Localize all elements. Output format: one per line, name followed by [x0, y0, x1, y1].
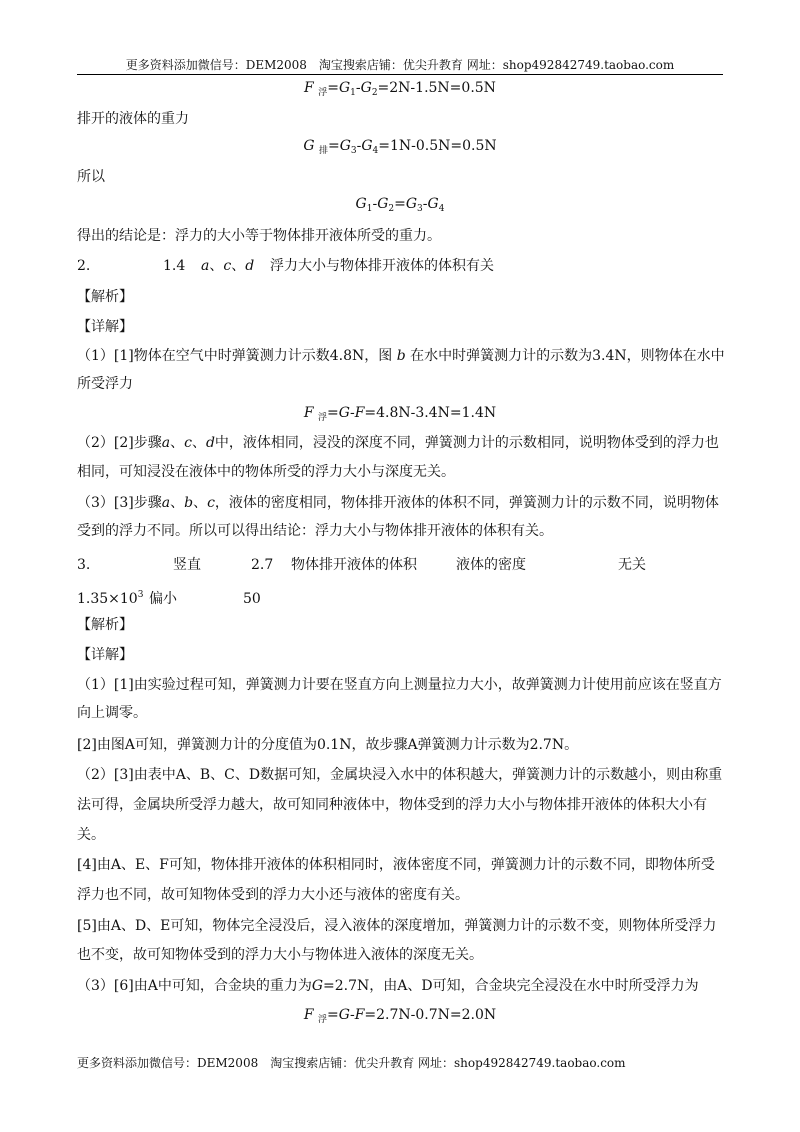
conclusion: 得出的结论是：浮力的大小等于物体排开液体所受的重力。 [77, 228, 441, 244]
paragraph: 关。 [77, 827, 105, 843]
paragraph: 相同，可知浸没在液体中的物体所受的浮力大小与深度无关。 [77, 464, 455, 480]
paragraph: （1）[1]由实验过程可知，弹簧测力计要在竖直方向上测量拉力大小，故弹簧测力计使用前应该在竖直方 [77, 677, 722, 693]
paragraph: 法可得，金属块所受浮力越大，故可知同种液体中，物体受到的浮力大小与物体排开液体的体积大小有 [77, 797, 707, 813]
equation-buoyancy: F $_浮=G_1-G_2=2N-1.5N=0.5N$ [304, 80, 496, 98]
answer: 物体排开液体的体积 [291, 557, 417, 573]
answer: 液体的密度 [456, 557, 526, 573]
paragraph: [4]由A、E、F可知，物体排开液体的体积相同时，液体密度不同，弹簧测力计的示数不同，即物体所受 [77, 857, 715, 873]
equation-value: =4.8N-3.4N=1.4N [364, 405, 497, 421]
paragraph: （2）[3]由表中A、B、C、D数据可知，金属块浸入水中的体积越大，弹簧测力计的示数越小，则由称重 [77, 767, 723, 783]
paragraph: （3）[3]步骤a、b、c，液体的密度相同，物体排开液体的体积不同，弹簧测力计的示数不同，说明物体 [77, 495, 719, 511]
section-label-detail: 【详解】 [77, 647, 133, 663]
answer-line-q3 [77, 556, 646, 574]
answer: 无关 [618, 557, 646, 573]
paragraph: （1）[1]物体在空气中时弹簧测力计示数4.8N，图 b 在水中时弹簧测力计的示数为3.4N，则物体在水中 [77, 348, 725, 364]
paragraph: 浮力也不同，故可知物体受到的浮力大小还与液体的密度有关。 [77, 887, 469, 903]
equation-displaced-weight: G $_排=G_3-G_4=1N-0.5N=0.5N$ [303, 138, 497, 156]
paragraph: 受到的浮力不同。所以可以得出结论：浮力大小与物体排开液体的体积有关。 [77, 523, 553, 539]
paragraph: [5]由A、D、E可知，物体完全浸没后，浸入液体的深度增加，弹簧测力计的示数不变，则物体所受浮力 [77, 918, 717, 934]
paragraph: 所受浮力 [77, 376, 133, 392]
section-label-analysis: 【解析】 [77, 617, 133, 633]
equation-buoyancy: F $_浮$=G-F=2.7N-0.7N=2.0N [303, 1007, 497, 1025]
answer-line-q2 [77, 257, 494, 275]
paragraph: 向上调零。 [77, 705, 147, 721]
paragraph: 排开的液体的重力 [77, 111, 189, 127]
answer: 浮力大小与物体排开液体的体积有关 [270, 258, 494, 274]
answer: a、c、d [201, 258, 255, 274]
question-number: 2. [77, 258, 91, 274]
answer: 2.7 [251, 557, 274, 573]
page-header: 更多资料添加微信号：DEM2008 淘宝搜索店铺：优尖升教育 网址：shop492842749.taobao.com [125, 58, 675, 72]
paragraph: （3）[6]由A中可知，合金块的重力为G=2.7N，由A、D可知，合金块完全浸没在水中时所受浮力为 [77, 978, 699, 994]
question-number: 3. [77, 557, 91, 573]
paragraph: 所以 [77, 169, 105, 185]
equation-value: =1N-0.5N=0.5N [378, 138, 497, 154]
equation-buoyancy: F $_浮$=G-F=4.8N-3.4N=1.4N [303, 405, 497, 423]
section-label-detail: 【详解】 [77, 319, 133, 335]
page-footer: 更多资料添加微信号：DEM2008 淘宝搜索店铺：优尖升教育 网址：shop492842749.taobao.com [77, 1056, 626, 1070]
equation-value: =2N-1.5N=0.5N [377, 80, 496, 96]
answer: 竖直 [173, 557, 201, 573]
equation-value: =2.7N-0.7N=2.0N [364, 1007, 497, 1023]
paragraph: （2）[2]步骤a、c、d中，液体相同，浸没的深度不同，弹簧测力计的示数相同，说明物体受到的浮力也 [77, 435, 719, 451]
answer: 偏小 [149, 591, 177, 607]
section-label-analysis: 【解析】 [77, 289, 133, 305]
answer: 1.4 [163, 258, 186, 274]
paragraph: 也不变，故可知物体受到的浮力大小与物体进入液体的深度无关。 [77, 947, 483, 963]
paragraph: [2]由图A可知，弹簧测力计的分度值为0.1N，故步骤A弹簧测力计示数为2.7N。 [77, 737, 579, 753]
answer: $1.35\times 10^3$ [77, 590, 144, 607]
answer: 50 [243, 591, 261, 607]
equation-equality: $G_1-G_2=G_3-G_4$ [355, 196, 445, 214]
answer-line-q3-cont [77, 586, 261, 608]
